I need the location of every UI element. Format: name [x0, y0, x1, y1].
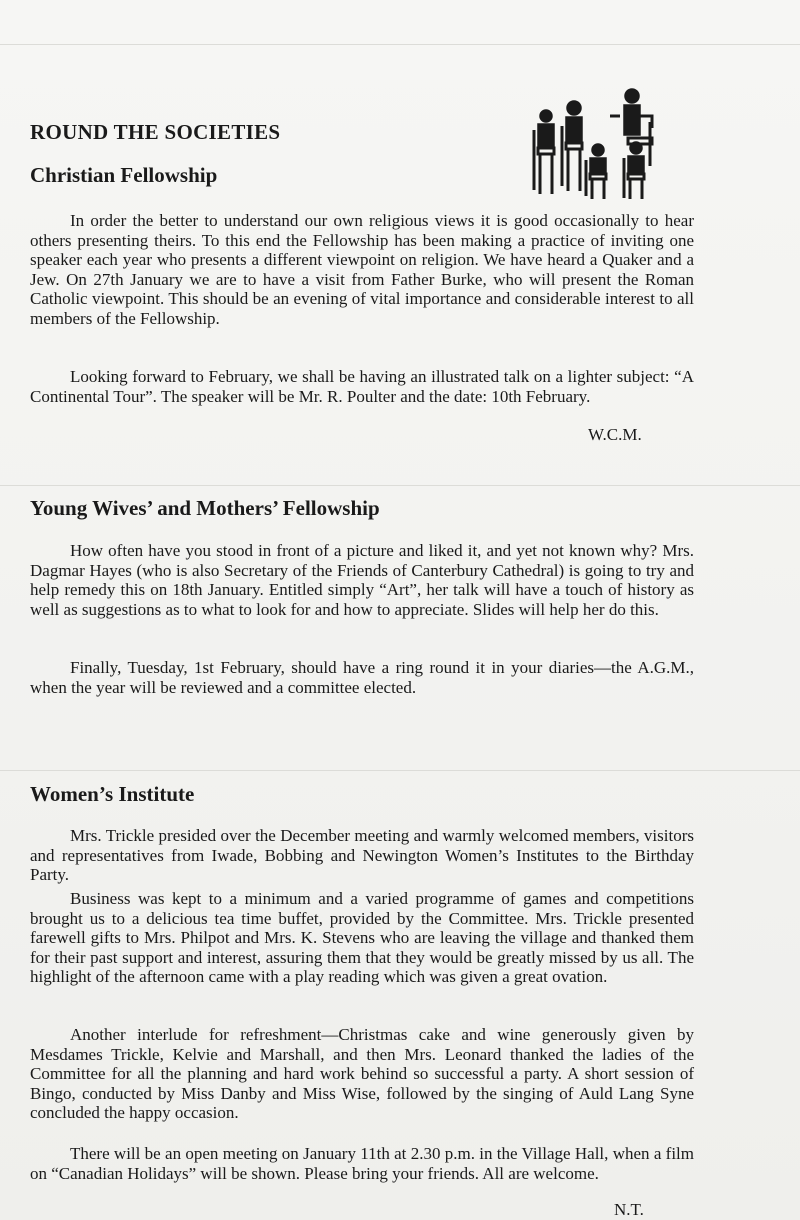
womens-institute-paragraph-2: Business was kept to a minimum and a varied programme of games and competitions brought us to a delicious tea time buffet, provided by the Committee. Mrs. Trickle presented farewell gifts to Mrs. Philpot and Mrs. K. Stevens who are leaving the village and thanked them for their past support and interest, assuring them that they would be greatly missed by us all. The highlight of the afternoon came with a play reading which was given a great ovation. — [30, 889, 694, 987]
section-heading-christian-fellowship: Christian Fellowship — [30, 163, 218, 187]
womens-institute-paragraph-3: Another interlude for refreshment—Christmas cake and wine generously given by Mesdames Trickle, Kelvie and Marshall, and then Mrs. Leonard thanked the ladies of the Committee for all the planning and hard work behind so successful a party. A short session of Bingo, conducted by Miss Danby and Miss Wise, followed by the singing of Auld Lang Syne concluded the happy occasion. — [30, 1025, 694, 1123]
christian-fellowship-paragraph-2: Looking forward to February, we shall be having an illustrated talk on a lighter subject: “A Continental Tour”. The speaker will be Mr. R. Poulter and the date: 10th February. — [30, 367, 694, 406]
page-top-edge — [0, 44, 800, 45]
section-heading-young-wives: Young Wives’ and Mothers’ Fellowship — [30, 496, 380, 520]
christian-fellowship-signature: W.C.M. — [588, 425, 642, 444]
womens-institute-signature: N.T. — [614, 1200, 644, 1219]
section-heading-womens-institute: Women’s Institute — [30, 782, 195, 806]
young-wives-paragraph-1: How often have you stood in front of a picture and liked it, and yet not known why? Mrs. Dagmar Hayes (who is also Secretary of the Friends of Canterbury Cathedral) is going to try and help remedy this on 18th January. Entitled simply “Art”, her talk will have a touch of history as well as suggestions as to what to look for and how to appreciate. Slides will help her do this. — [30, 541, 694, 619]
seated-group-icon — [528, 86, 662, 202]
womens-institute-paragraph-4: There will be an open meeting on January 11th at 2.30 p.m. in the Village Hall, when a film on “Canadian Holidays” will be shown. Please bring your friends. All are welcome. — [30, 1144, 694, 1183]
womens-institute-paragraph-1: Mrs. Trickle presided over the December meeting and warmly welcomed members, visitors and representatives from Iwade, Bobbing and Newington Women’s Institutes to the Birthday Party. — [30, 826, 694, 885]
section-divider — [0, 485, 800, 486]
section-divider — [0, 770, 800, 771]
page-title: ROUND THE SOCIETIES — [30, 120, 281, 144]
christian-fellowship-paragraph-1: In order the better to understand our own religious views it is good occasionally to hear others presenting theirs. To this end the Fellowship has been making a practice of inviting one speaker each year who presents a different viewpoint on religion. We have heard a Quaker and a Jew. On 27th January we are to have a visit from Father Burke, who will present the Roman Catholic viewpoint. This should be an evening of vital importance and considerable interest to all members of the Fellowship. — [30, 211, 694, 328]
young-wives-paragraph-2: Finally, Tuesday, 1st February, should have a ring round it in your diaries—the A.G.M., when the year will be reviewed and a committee elected. — [30, 658, 694, 697]
